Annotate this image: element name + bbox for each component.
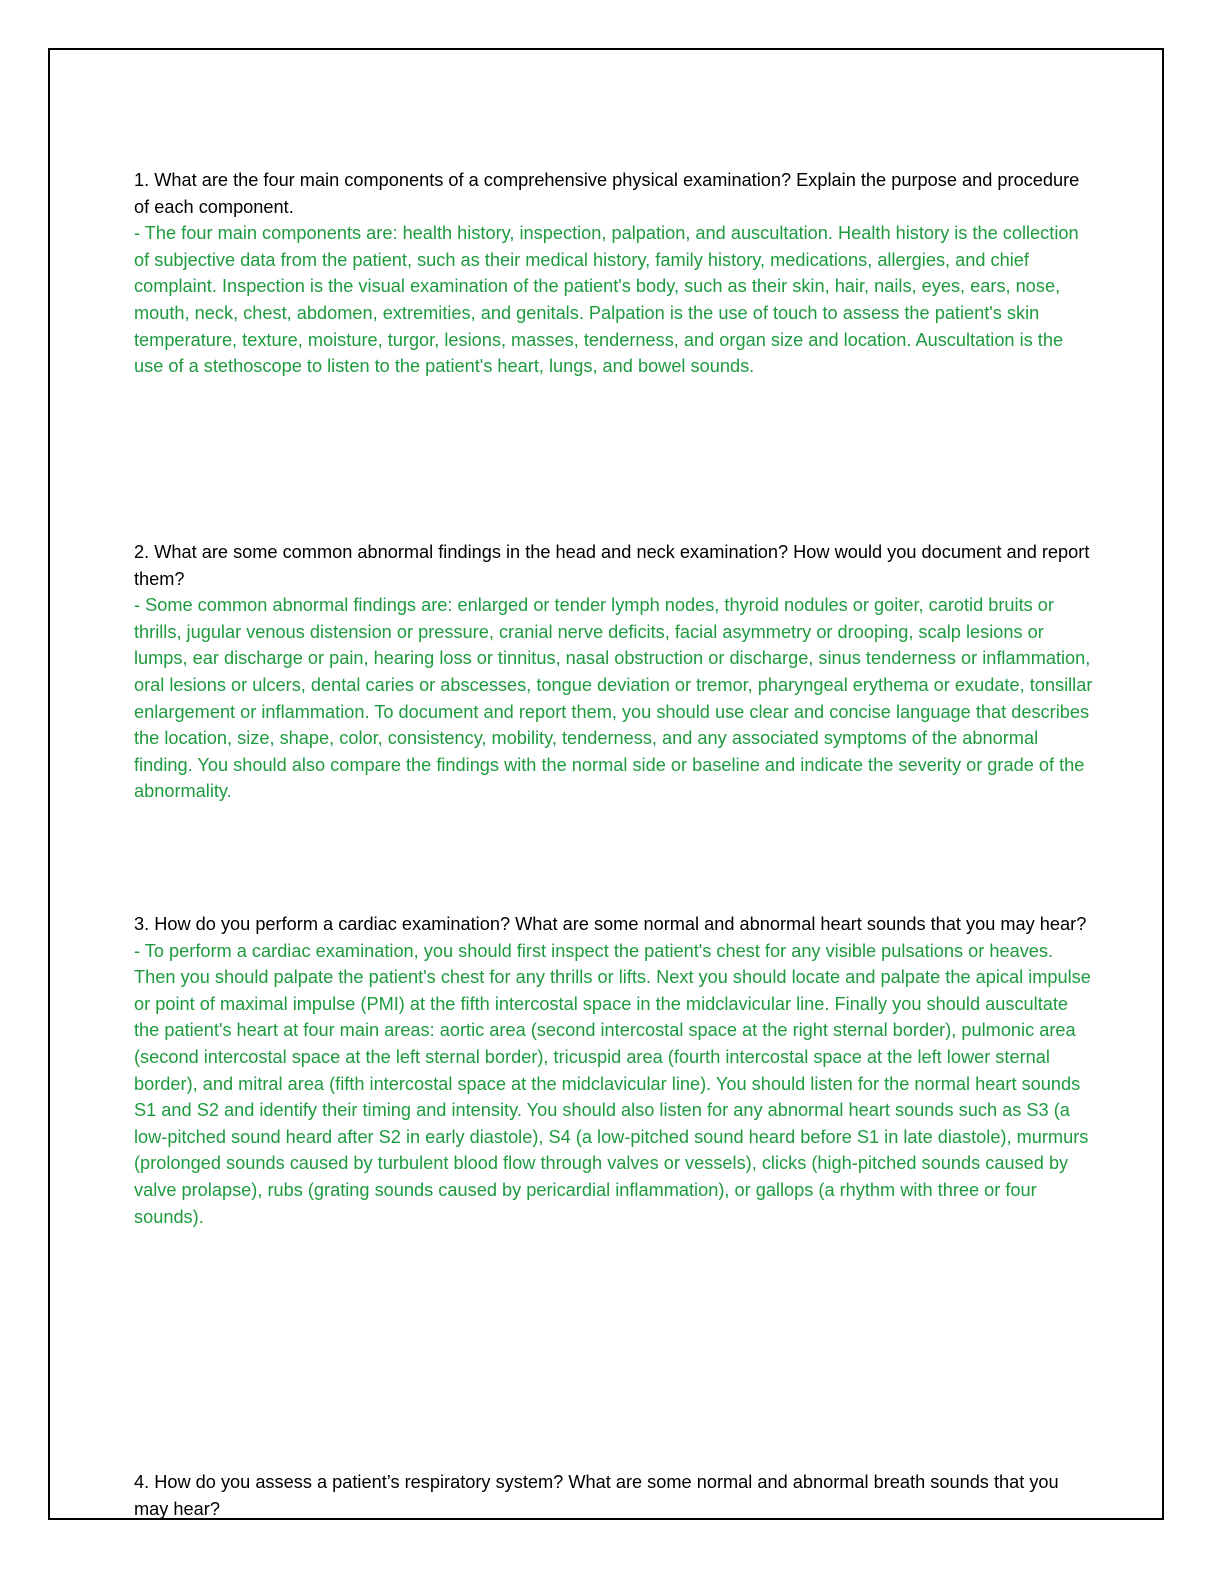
question-1: 1. What are the four main components of a comprehensive physical examination? Explain the purpose and procedure of each component.	[134, 170, 1080, 217]
qa-item-1	[134, 167, 1094, 380]
answer-2: - Some common abnormal findings are: enlarged or tender lymph nodes, thyroid nodules or goiter, carotid bruits or thrills, jugular venous distension or pressure, cranial nerve deficits, facial asymmetry or drooping, scalp lesions or lumps, ear discharge or pain, hearing loss or tinnitus, nasal obstruction or discharge, sinus tenderness or inflammation, oral lesions or ulcers, dental caries or abscesses, tongue deviation or tremor, pharyngeal erythema or exudate, tonsillar enlargement or inflammation. To document and report them, you should use clear and concise language that describes the location, size, shape, color, consistency, mobility, tenderness, and any associated symptoms of the abnormal finding. You should also compare the findings with the normal side or baseline and indicate the severity or grade of the abnormality.	[134, 595, 1093, 802]
question-2: 2. What are some common abnormal findings in the head and neck examination? How would you document and report them?	[134, 542, 1090, 589]
answer-3: - To perform a cardiac examination, you should first inspect the patient's chest for any visible pulsations or heaves. Then you should palpate the patient's chest for any thrills or lifts. Next you should locate and palpate the apical impulse or point of maximal impulse (PMI) at the fifth intercostal space in the midclavicular line. Finally you should auscultate the patient's heart at four main areas: aortic area (second intercostal space at the right sternal border), pulmonic area (second intercostal space at the left sternal border), tricuspid area (fourth intercostal space at the left lower sternal border), and mitral area (fifth intercostal space at the midclavicular line). You should listen for the normal heart sounds S1 and S2 and identify their timing and intensity. You should also listen for any abnormal heart sounds such as S3 (a low-pitched sound heard after S2 in early diastole), S4 (a low-pitched sound heard before S1 in late diastole), murmurs (prolonged sounds caused by turbulent blood flow through valves or vessels), clicks (high-pitched sounds caused by valve prolapse), rubs (grating sounds caused by pericardial inflammation), or gallops (a rhythm with three or four sounds).	[134, 940, 1091, 1227]
page-frame	[48, 48, 1164, 1520]
qa-item-4	[134, 1469, 1094, 1520]
qa-item-2	[134, 539, 1094, 805]
question-4: 4. How do you assess a patient’s respiratory system? What are some normal and abnormal breath sounds that you may hear?	[134, 1472, 1059, 1519]
question-3: 3. How do you perform a cardiac examination? What are some normal and abnormal heart sounds that you may hear?	[134, 914, 1087, 934]
qa-item-3	[134, 911, 1094, 1230]
answer-1: - The four main components are: health history, inspection, palpation, and auscultation. Health history is the collection of subjective data from the patient, such as their medical history, family history, medications, allergies, and chief complaint. Inspection is the visual examination of the patient's body, such as their skin, hair, nails, eyes, ears, nose, mouth, neck, chest, abdomen, extremities, and genitals. Palpation is the use of touch to assess the patient's skin temperature, texture, moisture, turgor, lesions, masses, tenderness, and organ size and location. Auscultation is the use of a stethoscope to listen to the patient's heart, lungs, and bowel sounds.	[134, 223, 1079, 377]
